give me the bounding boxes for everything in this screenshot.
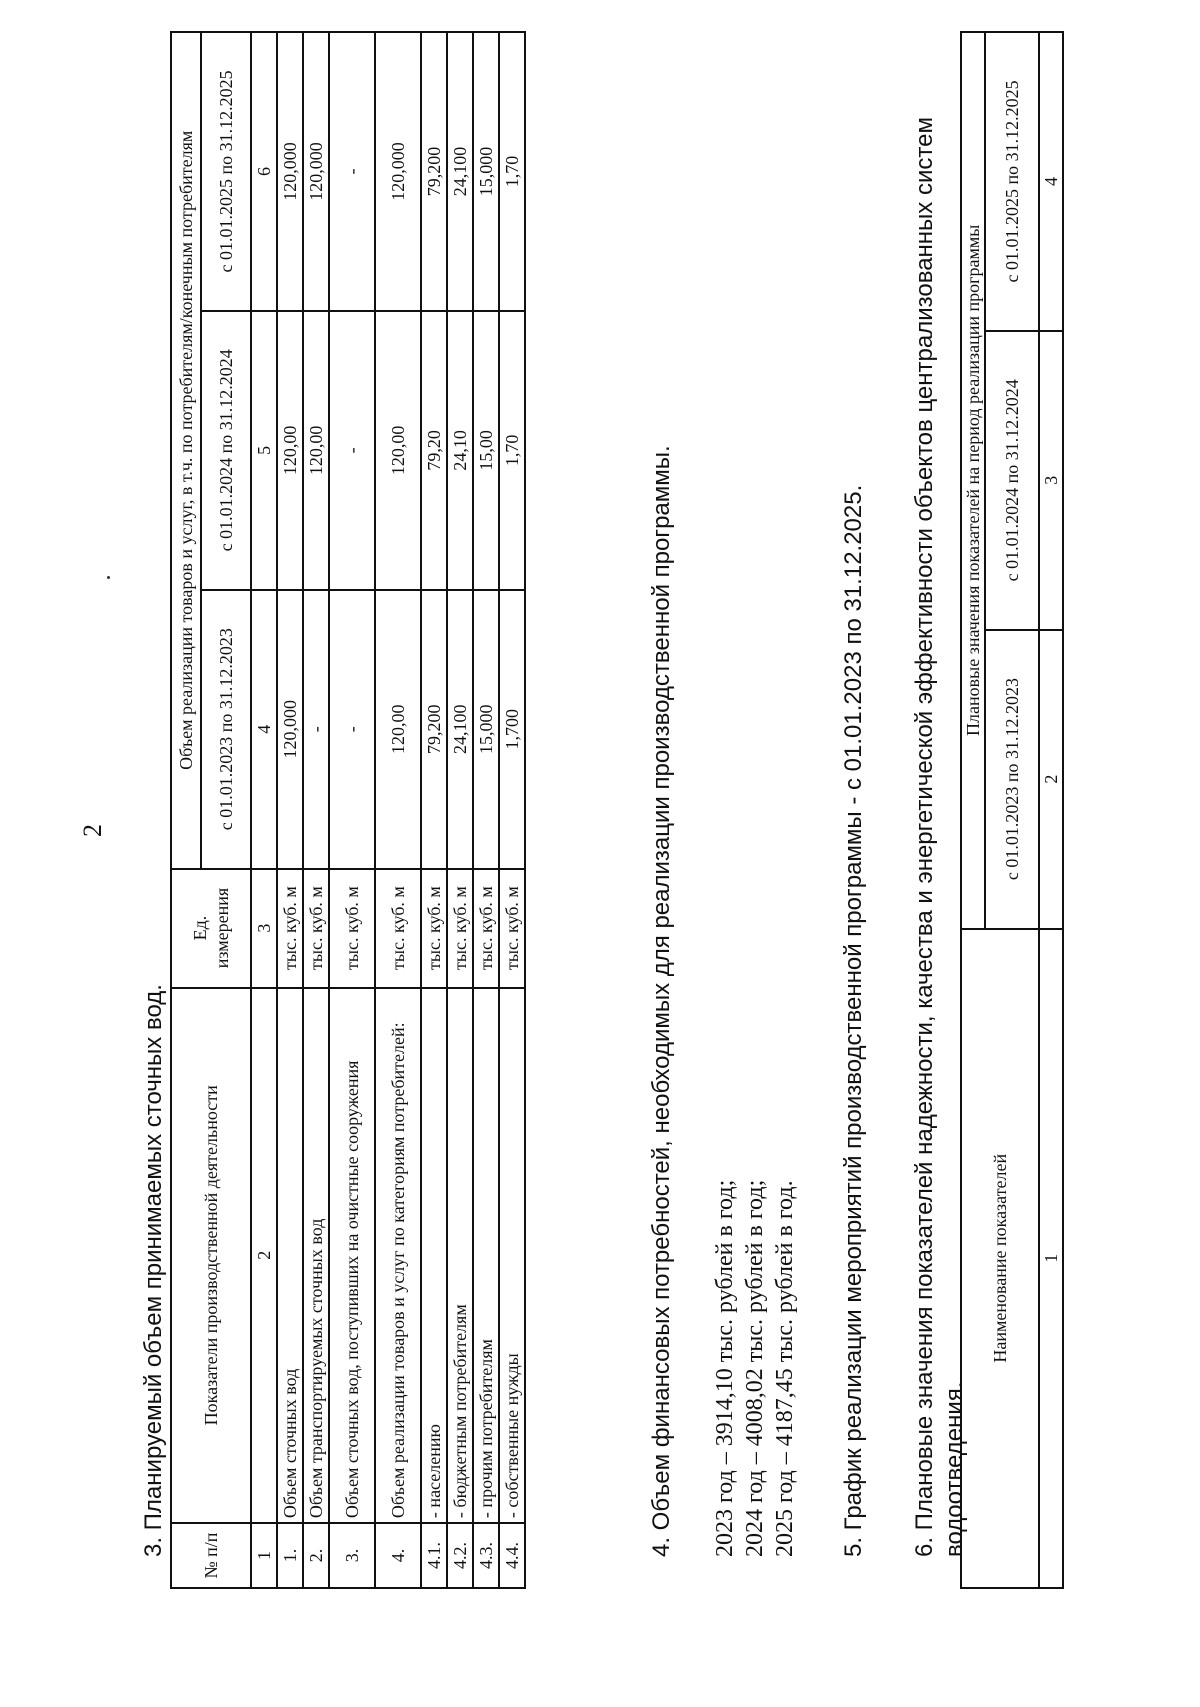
row-value-2025: - — [329, 32, 375, 311]
row-value-2024: 1,70 — [499, 311, 525, 590]
column-number: 2 — [1039, 630, 1063, 929]
row-unit: тыс. куб. м — [303, 869, 329, 988]
section-4-title: 4. Объем финансовых потребностей, необходимых для реализации производственной программы. — [648, 445, 675, 1557]
table-row — [375, 32, 421, 1588]
scan-dot — [107, 576, 110, 579]
row-unit: тыс. куб. м — [421, 869, 447, 988]
header-indicator-name: Наименование показателей — [961, 929, 1039, 1588]
row-num: 4.4. — [499, 1523, 525, 1588]
section-6-title: 6. Плановые значения показателей надежности, качества и энергетической эффективности объектов централизованных систем водоотведения. — [911, 117, 968, 1557]
header-period-2023: с 01.01.2023 по 31.12.2023 — [201, 590, 251, 869]
row-unit: тыс. куб. м — [375, 869, 421, 988]
table-row — [303, 32, 329, 1588]
row-unit: тыс. куб. м — [277, 869, 303, 988]
planned-indicators-table — [960, 31, 1064, 1589]
row-name: - собственные нужды — [499, 988, 525, 1524]
table-row — [499, 32, 525, 1588]
row-num: 2. — [303, 1523, 329, 1588]
header-period-2025: с 01.01.2025 по 31.12.2025 — [985, 32, 1039, 331]
row-value-2023: 120,000 — [277, 590, 303, 869]
row-value-2024: 120,00 — [375, 311, 421, 590]
row-name: Объем сточных вод — [277, 988, 303, 1524]
header-period-2023: с 01.01.2023 по 31.12.2023 — [985, 630, 1039, 929]
row-value-2023: 120,00 — [375, 590, 421, 869]
header-indicator-name: Показатели производственной деятельности — [171, 988, 251, 1524]
row-unit: тыс. куб. м — [329, 869, 375, 988]
row-unit: тыс. куб. м — [447, 869, 473, 988]
row-value-2024: 15,00 — [473, 311, 499, 590]
row-value-2023: 24,100 — [447, 590, 473, 869]
row-name: Объем транспортируемых сточных вод — [303, 988, 329, 1524]
row-value-2025: 24,100 — [447, 32, 473, 311]
column-number: 3 — [251, 869, 277, 988]
row-value-2023: - — [329, 590, 375, 869]
column-number: 3 — [1039, 331, 1063, 630]
column-number-row — [1039, 32, 1063, 1588]
column-number: 4 — [251, 590, 277, 869]
row-name: - бюджетным потребителям — [447, 988, 473, 1524]
header-period-2025: с 01.01.2025 по 31.12.2025 — [201, 32, 251, 311]
table-row — [473, 32, 499, 1588]
header-period-2024: с 01.01.2024 по 31.12.2024 — [201, 311, 251, 590]
row-value-2023: 79,200 — [421, 590, 447, 869]
financial-line-2024: 2024 год – 4008,02 тыс. рублей в год; — [742, 1179, 768, 1557]
row-value-2024: - — [329, 311, 375, 590]
row-value-2023: - — [303, 590, 329, 869]
column-number: 4 — [1039, 32, 1063, 331]
table-row — [329, 32, 375, 1588]
row-num: 4.1. — [421, 1523, 447, 1588]
header-period-2024: с 01.01.2024 по 31.12.2024 — [985, 331, 1039, 630]
section-3-title: 3. Планируемый объем принимаемых сточных вод. — [140, 984, 167, 1557]
row-value-2025: 120,000 — [303, 32, 329, 311]
row-value-2025: 79,200 — [421, 32, 447, 311]
row-value-2024: 24,10 — [447, 311, 473, 590]
header-unit: Ед. измерения — [171, 869, 251, 988]
column-number-row — [251, 32, 277, 1588]
column-number: 2 — [251, 988, 277, 1524]
row-num: 4.2. — [447, 1523, 473, 1588]
row-num: 3. — [329, 1523, 375, 1588]
table-row — [447, 32, 473, 1588]
column-number: 6 — [251, 32, 277, 311]
header-planned-group: Плановые значения показателей на период реализации программы — [961, 32, 985, 929]
financial-line-2023: 2023 год – 3914,10 тыс. рублей в год; — [712, 1179, 738, 1557]
table-row — [421, 32, 447, 1588]
row-value-2023: 1,700 — [499, 590, 525, 869]
row-value-2024: 120,00 — [303, 311, 329, 590]
row-value-2025: 120,000 — [277, 32, 303, 311]
row-name: Объем реализации товаров и услуг по категориям потребителей: — [375, 988, 421, 1524]
row-value-2025: 1,70 — [499, 32, 525, 311]
row-value-2024: 79,20 — [421, 311, 447, 590]
financial-line-2025: 2025 год – 4187,45 тыс. рублей в год. — [772, 1180, 798, 1557]
row-num: 4.3. — [473, 1523, 499, 1588]
row-num: 4. — [375, 1523, 421, 1588]
column-number: 1 — [1039, 929, 1063, 1588]
row-unit: тыс. куб. м — [499, 869, 525, 988]
column-number: 1 — [251, 1523, 277, 1588]
row-value-2025: 120,000 — [375, 32, 421, 311]
table-row — [277, 32, 303, 1588]
column-number: 5 — [251, 311, 277, 590]
row-value-2023: 15,000 — [473, 590, 499, 869]
header-num: № п/п — [171, 1523, 251, 1588]
row-name: - населению — [421, 988, 447, 1524]
row-name: Объем сточных вод, поступивших на очистные сооружения — [329, 988, 375, 1524]
row-num: 1. — [277, 1523, 303, 1588]
section-5-title: 5. График реализации мероприятий производственной программы - с 01.01.2023 по 31.12.2025. — [840, 484, 867, 1557]
page-number: 2 — [78, 824, 107, 837]
wastewater-volume-table — [170, 31, 526, 1589]
row-value-2024: 120,00 — [277, 311, 303, 590]
row-value-2025: 15,000 — [473, 32, 499, 311]
row-unit: тыс. куб. м — [473, 869, 499, 988]
row-name: - прочим потребителям — [473, 988, 499, 1524]
header-volume-group: Объем реализации товаров и услуг, в т.ч. по потребителям/конечным потребителям — [171, 32, 201, 869]
